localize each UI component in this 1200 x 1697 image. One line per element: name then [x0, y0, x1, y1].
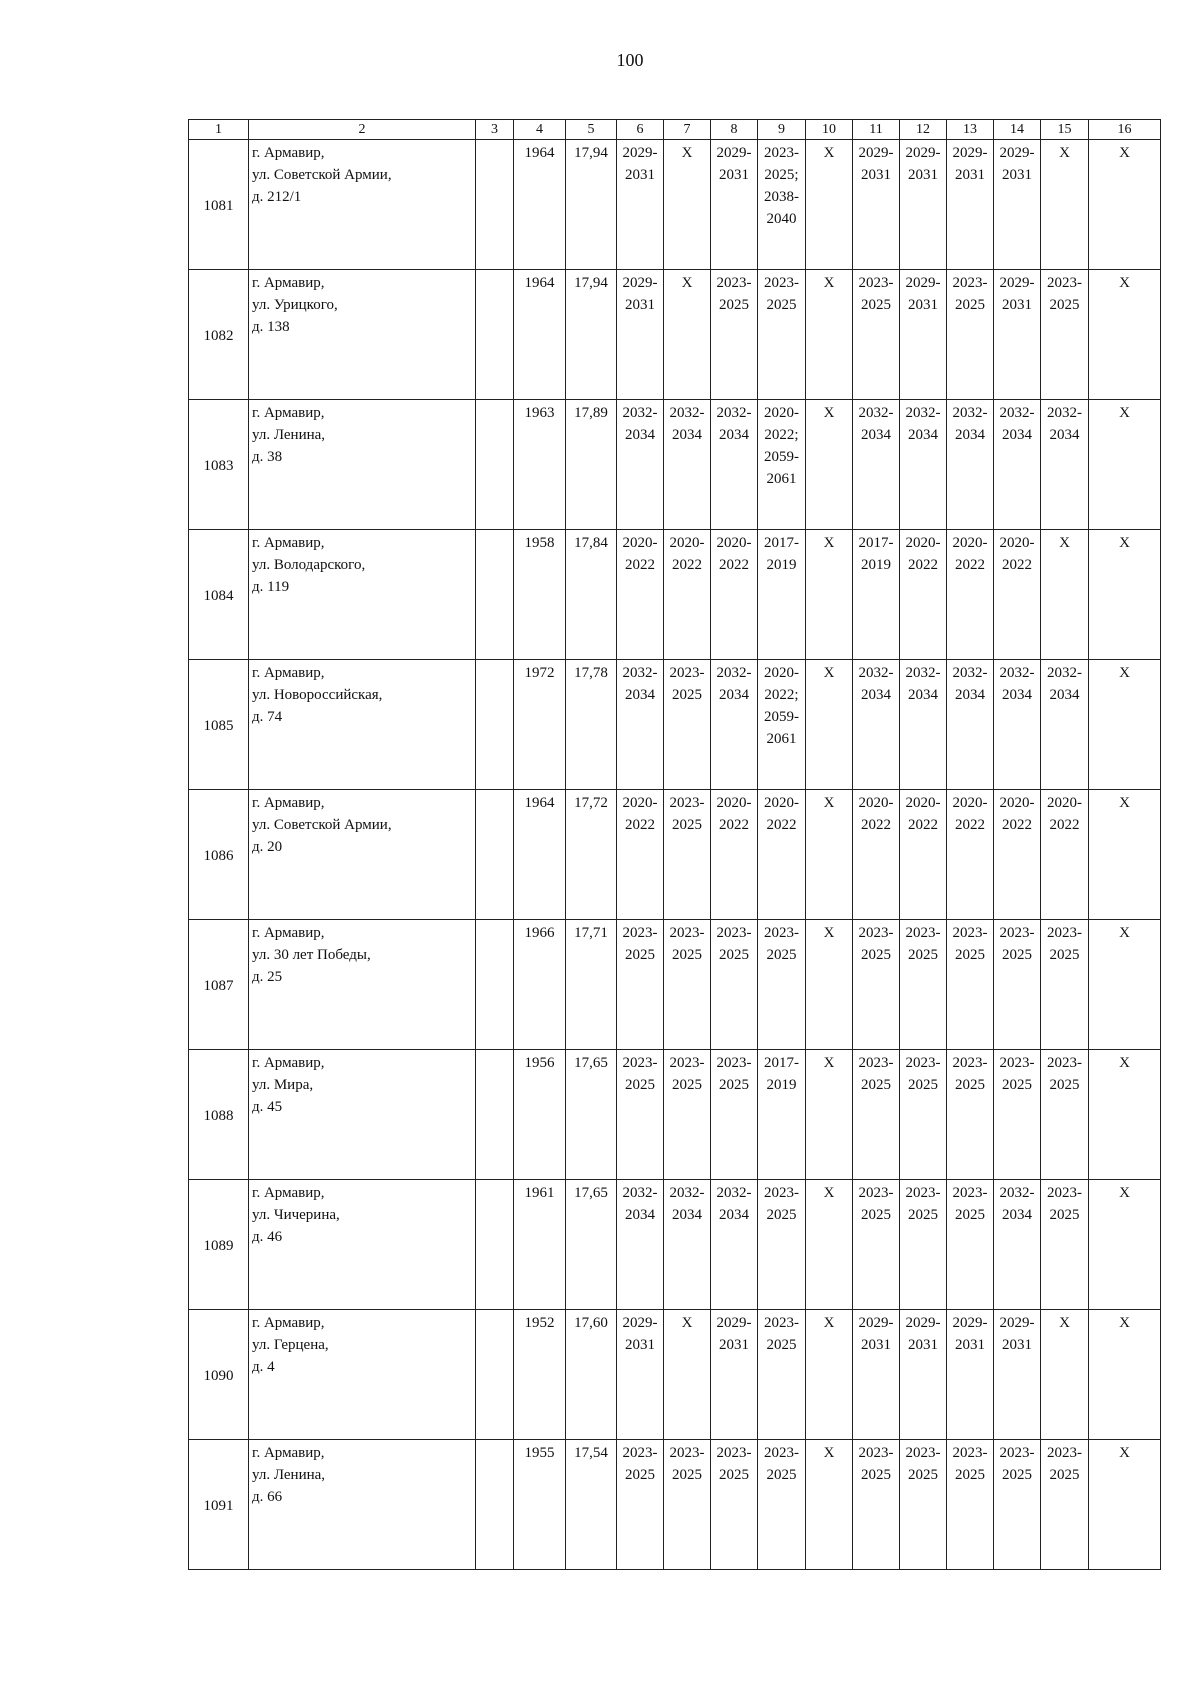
period-cell: 2020- 2022: [1041, 790, 1089, 920]
period-cell: 2020- 2022: [994, 790, 1041, 920]
period-cell: 2029- 2031: [994, 1310, 1041, 1440]
address-line: ул. Урицкого,: [252, 297, 338, 313]
column-3-cell: [476, 790, 514, 920]
period-cell: 2020- 2022; 2059- 2061: [758, 660, 806, 790]
value-cell: 17,71: [566, 920, 617, 1050]
row-number: 1081: [189, 140, 249, 270]
address-line: г. Армавир,: [252, 145, 325, 161]
address-line: ул. Новороссийская,: [252, 687, 383, 703]
period-cell: 2032- 2034: [617, 1180, 664, 1310]
column-header: 12: [900, 120, 947, 140]
period-cell: 2023- 2025: [900, 1180, 947, 1310]
period-cell: 2020- 2022: [758, 790, 806, 920]
period-cell: 2023- 2025: [758, 1180, 806, 1310]
address-line: ул. Советской Армии,: [252, 167, 392, 183]
address-cell: [249, 1440, 476, 1570]
year-cell: 1952: [514, 1310, 566, 1440]
period-cell: 2032- 2034: [711, 660, 758, 790]
address-line: г. Армавир,: [252, 795, 325, 811]
period-cell: X: [806, 790, 853, 920]
year-cell: 1958: [514, 530, 566, 660]
table-row: [189, 920, 1161, 1050]
period-cell: 2032- 2034: [900, 400, 947, 530]
period-cell: 2023- 2025: [664, 660, 711, 790]
period-cell: 2023- 2025: [994, 920, 1041, 1050]
period-cell: 2032- 2034: [1041, 400, 1089, 530]
period-cell: 2023- 2025: [947, 1440, 994, 1570]
row-number: 1083: [189, 400, 249, 530]
address-cell: [249, 920, 476, 1050]
period-cell: X: [664, 1310, 711, 1440]
period-cell: 2023- 2025: [900, 1440, 947, 1570]
address-line: д. 138: [252, 319, 290, 335]
address-line: д. 74: [252, 709, 283, 725]
period-cell: 2029- 2031: [947, 140, 994, 270]
address-line: ул. Ленина,: [252, 427, 326, 443]
column-3-cell: [476, 1440, 514, 1570]
period-cell: 2032- 2034: [947, 400, 994, 530]
address-cell: [249, 1050, 476, 1180]
period-cell: 2023- 2025: [1041, 1440, 1089, 1570]
period-cell: 2020- 2022: [853, 790, 900, 920]
row-number: 1084: [189, 530, 249, 660]
address-line: д. 119: [252, 579, 290, 595]
period-cell: 2023- 2025: [1041, 1050, 1089, 1180]
year-cell: 1961: [514, 1180, 566, 1310]
period-cell: 2023- 2025: [1041, 1180, 1089, 1310]
period-cell: 2029- 2031: [617, 140, 664, 270]
period-cell: 2020- 2022: [947, 790, 994, 920]
column-header: 8: [711, 120, 758, 140]
period-cell: X: [664, 270, 711, 400]
period-cell: 2029- 2031: [617, 270, 664, 400]
value-cell: 17,94: [566, 270, 617, 400]
period-cell: 2023- 2025: [711, 270, 758, 400]
address-line: г. Армавир,: [252, 1185, 325, 1201]
period-cell: 2029- 2031: [900, 1310, 947, 1440]
address-cell: [249, 1310, 476, 1440]
period-cell: 2023- 2025: [853, 1440, 900, 1570]
period-cell: X: [806, 660, 853, 790]
period-cell: 2023- 2025: [758, 920, 806, 1050]
period-cell: X: [806, 1310, 853, 1440]
address-line: д. 20: [252, 839, 283, 855]
column-3-cell: [476, 400, 514, 530]
period-cell: 2017- 2019: [758, 1050, 806, 1180]
period-cell: X: [806, 530, 853, 660]
period-cell: 2023- 2025: [758, 1440, 806, 1570]
year-cell: 1966: [514, 920, 566, 1050]
period-cell: 2023- 2025: [900, 920, 947, 1050]
period-cell: X: [1089, 1050, 1161, 1180]
column-header: 16: [1089, 120, 1161, 140]
period-cell: X: [806, 1440, 853, 1570]
table-row: [189, 1180, 1161, 1310]
period-cell: 2032- 2034: [853, 400, 900, 530]
address-line: д. 4: [252, 1359, 275, 1375]
row-number: 1088: [189, 1050, 249, 1180]
row-number: 1089: [189, 1180, 249, 1310]
period-cell: 2020- 2022: [947, 530, 994, 660]
period-cell: 2020- 2022: [711, 790, 758, 920]
period-cell: 2023- 2025: [1041, 270, 1089, 400]
period-cell: 2017- 2019: [758, 530, 806, 660]
address-line: г. Армавир,: [252, 275, 325, 291]
address-line: г. Армавир,: [252, 925, 325, 941]
period-cell: 2023- 2025: [758, 270, 806, 400]
period-cell: 2029- 2031: [711, 140, 758, 270]
period-cell: 2020- 2022: [711, 530, 758, 660]
address-line: д. 45: [252, 1099, 283, 1115]
address-line: д. 46: [252, 1229, 283, 1245]
column-header: 14: [994, 120, 1041, 140]
table-row: [189, 140, 1161, 270]
period-cell: X: [1041, 1310, 1089, 1440]
period-cell: 2032- 2034: [664, 400, 711, 530]
period-cell: 2023- 2025: [664, 1440, 711, 1570]
address-line: г. Армавир,: [252, 1445, 325, 1461]
column-3-cell: [476, 1180, 514, 1310]
column-header: 15: [1041, 120, 1089, 140]
address-line: г. Армавир,: [252, 1315, 325, 1331]
period-cell: 2029- 2031: [617, 1310, 664, 1440]
column-header: 7: [664, 120, 711, 140]
value-cell: 17,54: [566, 1440, 617, 1570]
value-cell: 17,60: [566, 1310, 617, 1440]
column-header: 11: [853, 120, 900, 140]
address-line: ул. Ленина,: [252, 1467, 326, 1483]
period-cell: 2020- 2022: [994, 530, 1041, 660]
address-cell: [249, 400, 476, 530]
period-cell: 2029- 2031: [853, 140, 900, 270]
address-line: ул. Мира,: [252, 1077, 314, 1093]
column-header: 2: [249, 120, 476, 140]
column-header: 5: [566, 120, 617, 140]
register-body: [189, 140, 1161, 1570]
period-cell: 2023- 2025: [1041, 920, 1089, 1050]
period-cell: 2023- 2025: [853, 270, 900, 400]
value-cell: 17,65: [566, 1180, 617, 1310]
column-header: 1: [189, 120, 249, 140]
period-cell: X: [664, 140, 711, 270]
housing-register-table: [188, 119, 1161, 1570]
table-row: [189, 790, 1161, 920]
row-number: 1087: [189, 920, 249, 1050]
period-cell: 2023- 2025; 2038- 2040: [758, 140, 806, 270]
period-cell: 2029- 2031: [853, 1310, 900, 1440]
address-line: ул. Герцена,: [252, 1337, 329, 1353]
value-cell: 17,65: [566, 1050, 617, 1180]
period-cell: 2029- 2031: [994, 270, 1041, 400]
table-row: [189, 400, 1161, 530]
period-cell: 2032- 2034: [853, 660, 900, 790]
period-cell: 2023- 2025: [947, 1050, 994, 1180]
year-cell: 1956: [514, 1050, 566, 1180]
period-cell: X: [1089, 790, 1161, 920]
period-cell: 2032- 2034: [994, 660, 1041, 790]
period-cell: X: [1089, 530, 1161, 660]
period-cell: X: [806, 140, 853, 270]
period-cell: X: [1089, 270, 1161, 400]
period-cell: 2020- 2022: [900, 530, 947, 660]
period-cell: X: [1041, 530, 1089, 660]
address-cell: [249, 530, 476, 660]
period-cell: 2032- 2034: [711, 1180, 758, 1310]
period-cell: 2032- 2034: [947, 660, 994, 790]
period-cell: 2023- 2025: [711, 1440, 758, 1570]
column-3-cell: [476, 530, 514, 660]
period-cell: 2023- 2025: [617, 1050, 664, 1180]
address-line: ул. Советской Армии,: [252, 817, 392, 833]
period-cell: X: [806, 270, 853, 400]
period-cell: 2029- 2031: [900, 270, 947, 400]
period-cell: 2023- 2025: [994, 1440, 1041, 1570]
address-line: г. Армавир,: [252, 405, 325, 421]
period-cell: 2023- 2025: [758, 1310, 806, 1440]
period-cell: X: [1089, 400, 1161, 530]
address-cell: [249, 140, 476, 270]
column-3-cell: [476, 660, 514, 790]
period-cell: 2032- 2034: [617, 400, 664, 530]
row-number: 1085: [189, 660, 249, 790]
column-3-cell: [476, 140, 514, 270]
period-cell: 2020- 2022; 2059- 2061: [758, 400, 806, 530]
year-cell: 1964: [514, 140, 566, 270]
column-header: 6: [617, 120, 664, 140]
period-cell: 2032- 2034: [664, 1180, 711, 1310]
address-line: д. 212/1: [252, 189, 302, 205]
period-cell: 2032- 2034: [900, 660, 947, 790]
address-cell: [249, 660, 476, 790]
address-line: г. Армавир,: [252, 1055, 325, 1071]
column-header: 4: [514, 120, 566, 140]
period-cell: 2023- 2025: [617, 920, 664, 1050]
period-cell: 2020- 2022: [664, 530, 711, 660]
column-header: 13: [947, 120, 994, 140]
period-cell: 2032- 2034: [994, 1180, 1041, 1310]
year-cell: 1963: [514, 400, 566, 530]
period-cell: 2032- 2034: [1041, 660, 1089, 790]
address-line: д. 66: [252, 1489, 283, 1505]
row-number: 1086: [189, 790, 249, 920]
address-cell: [249, 790, 476, 920]
period-cell: X: [806, 400, 853, 530]
period-cell: 2023- 2025: [947, 920, 994, 1050]
period-cell: 2029- 2031: [947, 1310, 994, 1440]
period-cell: X: [806, 1050, 853, 1180]
period-cell: 2020- 2022: [900, 790, 947, 920]
period-cell: X: [1089, 1310, 1161, 1440]
period-cell: 2029- 2031: [711, 1310, 758, 1440]
table-row: [189, 1050, 1161, 1180]
year-cell: 1972: [514, 660, 566, 790]
period-cell: X: [1089, 1180, 1161, 1310]
period-cell: 2023- 2025: [664, 790, 711, 920]
period-cell: 2029- 2031: [994, 140, 1041, 270]
period-cell: 2023- 2025: [900, 1050, 947, 1180]
value-cell: 17,89: [566, 400, 617, 530]
address-line: ул. Чичерина,: [252, 1207, 340, 1223]
period-cell: 2020- 2022: [617, 530, 664, 660]
table-row: [189, 660, 1161, 790]
period-cell: 2023- 2025: [853, 1050, 900, 1180]
row-number: 1090: [189, 1310, 249, 1440]
column-header: 10: [806, 120, 853, 140]
period-cell: 2032- 2034: [617, 660, 664, 790]
column-header: 3: [476, 120, 514, 140]
period-cell: X: [806, 920, 853, 1050]
table-row: [189, 530, 1161, 660]
column-3-cell: [476, 1050, 514, 1180]
value-cell: 17,84: [566, 530, 617, 660]
value-cell: 17,72: [566, 790, 617, 920]
period-cell: 2023- 2025: [994, 1050, 1041, 1180]
period-cell: 2023- 2025: [617, 1440, 664, 1570]
column-3-cell: [476, 1310, 514, 1440]
year-cell: 1955: [514, 1440, 566, 1570]
period-cell: 2017- 2019: [853, 530, 900, 660]
address-line: ул. Володарского,: [252, 557, 366, 573]
table-row: [189, 270, 1161, 400]
value-cell: 17,78: [566, 660, 617, 790]
period-cell: X: [1089, 140, 1161, 270]
period-cell: X: [806, 1180, 853, 1310]
period-cell: 2023- 2025: [711, 1050, 758, 1180]
period-cell: X: [1089, 1440, 1161, 1570]
address-line: д. 38: [252, 449, 283, 465]
value-cell: 17,94: [566, 140, 617, 270]
period-cell: 2023- 2025: [711, 920, 758, 1050]
address-line: д. 25: [252, 969, 283, 985]
period-cell: 2023- 2025: [664, 1050, 711, 1180]
period-cell: 2023- 2025: [853, 1180, 900, 1310]
column-header: 9: [758, 120, 806, 140]
address-line: г. Армавир,: [252, 665, 325, 681]
year-cell: 1964: [514, 790, 566, 920]
table-row: [189, 1440, 1161, 1570]
period-cell: 2023- 2025: [947, 1180, 994, 1310]
address-line: г. Армавир,: [252, 535, 325, 551]
period-cell: 2023- 2025: [853, 920, 900, 1050]
column-3-cell: [476, 270, 514, 400]
period-cell: 2023- 2025: [664, 920, 711, 1050]
period-cell: X: [1041, 140, 1089, 270]
period-cell: 2032- 2034: [994, 400, 1041, 530]
address-cell: [249, 1180, 476, 1310]
period-cell: 2020- 2022: [617, 790, 664, 920]
period-cell: 2029- 2031: [900, 140, 947, 270]
year-cell: 1964: [514, 270, 566, 400]
page-number: 100: [616, 50, 644, 70]
address-cell: [249, 270, 476, 400]
row-number: 1082: [189, 270, 249, 400]
address-line: ул. 30 лет Победы,: [252, 947, 371, 963]
period-cell: X: [1089, 660, 1161, 790]
row-number: 1091: [189, 1440, 249, 1570]
period-cell: X: [1089, 920, 1161, 1050]
period-cell: 2023- 2025: [947, 270, 994, 400]
column-number-row: [189, 120, 1161, 140]
table-row: [189, 1310, 1161, 1440]
column-3-cell: [476, 920, 514, 1050]
period-cell: 2032- 2034: [711, 400, 758, 530]
